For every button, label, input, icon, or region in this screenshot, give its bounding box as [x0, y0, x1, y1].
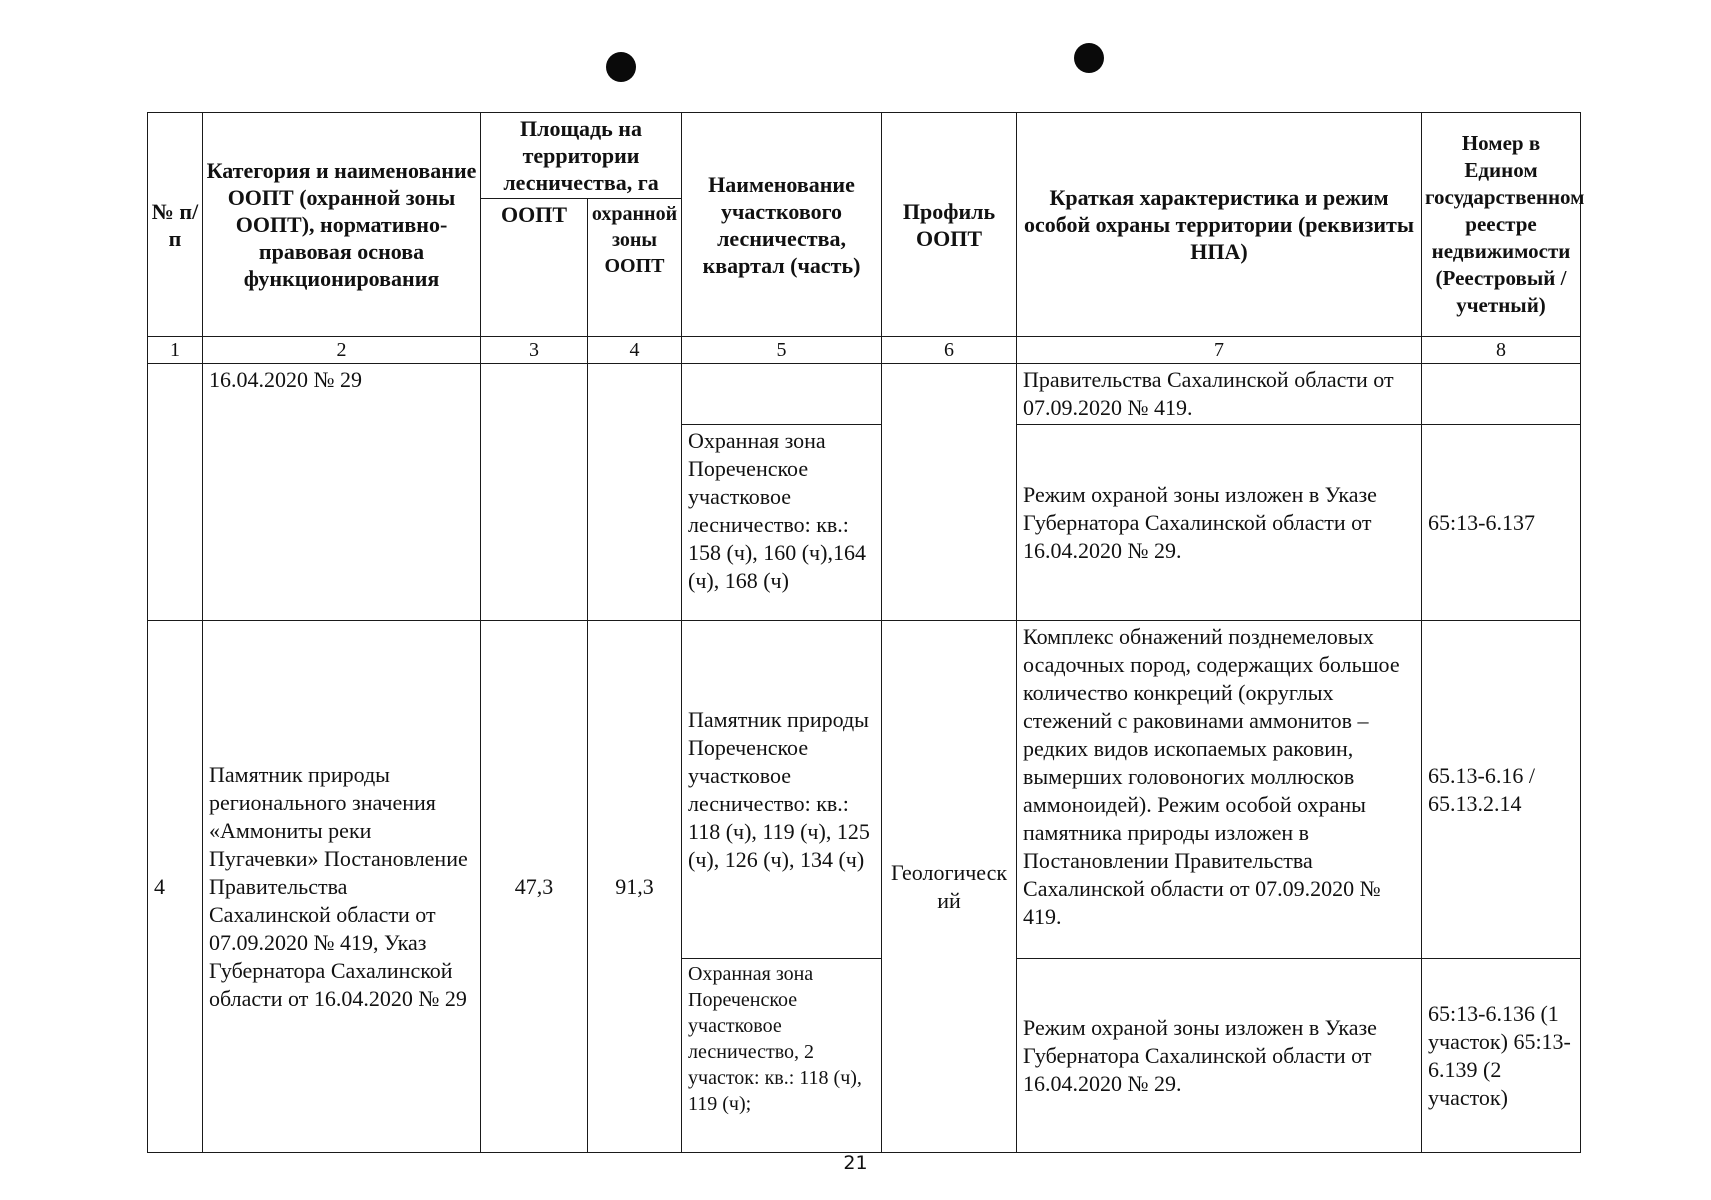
- header-col2: Категория и наименование ООПТ (охранной зоны ООПТ), нормативно-правовая основа функционирования: [203, 113, 481, 337]
- row0-a-col8: [1422, 364, 1581, 425]
- header-row-1: [148, 113, 1581, 199]
- header-col6: Профиль ООПТ: [882, 113, 1017, 337]
- table-row: [148, 621, 1581, 959]
- row0-b-col7: Режим охраной зоны изложен в Указе Губернатора Сахалинской области от 16.04.2020 № 29.: [1017, 425, 1422, 621]
- column-numbers-row: [148, 337, 1581, 364]
- header-col4: охранной зоны ООПТ: [588, 199, 682, 337]
- table-row: [148, 364, 1581, 425]
- header-col5: Наименование участкового лесничества, квартал (часть): [682, 113, 882, 337]
- row0-b-col8: 65:13-6.137: [1422, 425, 1581, 621]
- row1-col3: 47,3: [481, 621, 588, 1153]
- column-number: 6: [882, 337, 1017, 364]
- row0-col1: [148, 364, 203, 621]
- row1-a-col7: Комплекс обнажений позднемеловых осадочных пород, содержащих большое количество конкреций (округлых стежений с раковинами аммонитов – редких видов ископаемых раковин, вымерших головоногих моллюсков аммоноидей). Режим особой охраны памятника природы изложен в Постановлении Правительства Сахалинской области от 07.09.2020 № 419.: [1017, 621, 1422, 959]
- oopt-table: [147, 112, 1585, 1153]
- row0-col4: [588, 364, 682, 621]
- header-col7: Краткая характеристика и режим особой охраны территории (реквизиты НПА): [1017, 113, 1422, 337]
- column-number: 4: [588, 337, 682, 364]
- header-col1: № п/п: [148, 113, 203, 337]
- row0-col6: [882, 364, 1017, 621]
- column-number: 5: [682, 337, 882, 364]
- header-col3: ООПТ: [481, 199, 588, 337]
- punch-hole-right: [1074, 43, 1104, 73]
- row1-col4: 91,3: [588, 621, 682, 1153]
- row0-b-col5: Охранная зона Пореченское участковое лесничество: кв.: 158 (ч), 160 (ч),164 (ч), 168 (ч): [682, 425, 882, 621]
- column-number: 8: [1422, 337, 1581, 364]
- header-area-group: Площадь на территории лесничества, га: [481, 113, 682, 199]
- row1-col6: Геологический: [882, 621, 1017, 1153]
- row0-col2: 16.04.2020 № 29: [203, 364, 481, 621]
- column-number: 1: [148, 337, 203, 364]
- column-number: 3: [481, 337, 588, 364]
- row0-a-col7: Правительства Сахалинской области от 07.09.2020 № 419.: [1017, 364, 1422, 425]
- row1-col2: Памятник природы регионального значения «Аммониты реки Пугачевки» Постановление Правительства Сахалинской области от 07.09.2020 № 419, Указ Губернатора Сахалинской области от 16.04.2020 № 29: [203, 621, 481, 1153]
- page-number: 21: [843, 1152, 868, 1174]
- column-number: 7: [1017, 337, 1422, 364]
- row0-col3: [481, 364, 588, 621]
- row1-a-col8: 65.13-6.16 / 65.13.2.14: [1422, 621, 1581, 959]
- row1-col1: 4: [148, 621, 203, 1153]
- row1-b-col7: Режим охраной зоны изложен в Указе Губернатора Сахалинской области от 16.04.2020 № 29.: [1017, 959, 1422, 1153]
- column-number: 2: [203, 337, 481, 364]
- row1-b-col5: Охранная зона Пореченское участковое лесничество, 2 участок: кв.: 118 (ч), 119 (ч);: [682, 959, 882, 1153]
- row0-a-col5: [682, 364, 882, 425]
- row1-b-col8: 65:13-6.136 (1 участок) 65:13-6.139 (2 участок): [1422, 959, 1581, 1153]
- header-col8: Номер в Едином государственном реестре недвижимости (Реестровый / учетный): [1422, 113, 1581, 337]
- punch-hole-left: [606, 52, 636, 82]
- row1-a-col5: Памятник природы Пореченское участковое лесничество: кв.: 118 (ч), 119 (ч), 125 (ч), 126 (ч), 134 (ч): [682, 621, 882, 959]
